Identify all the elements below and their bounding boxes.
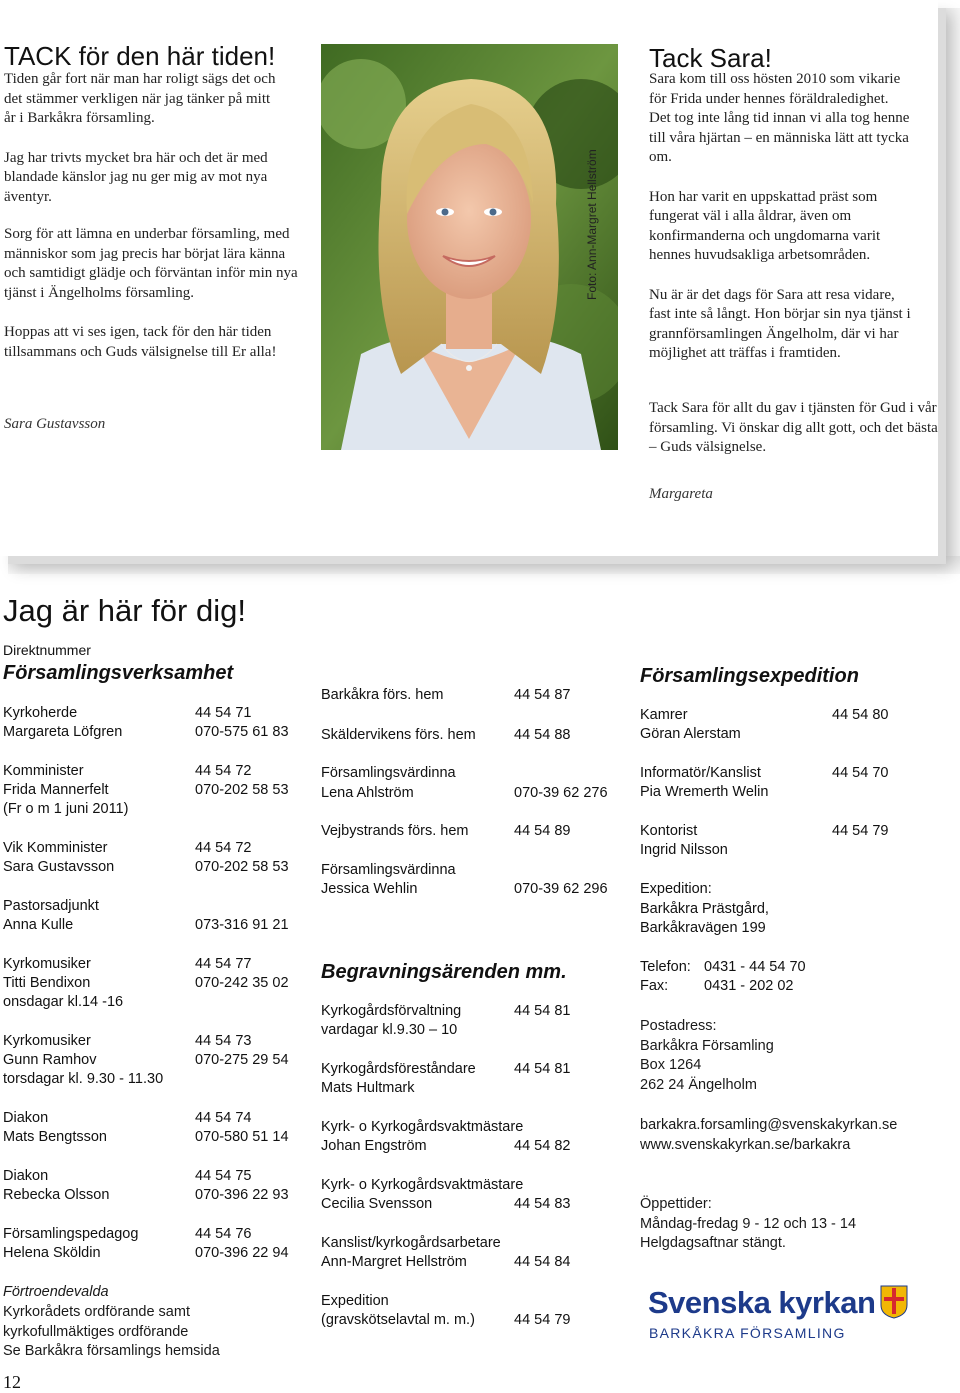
entry-phone: 44 54 77	[195, 956, 252, 972]
entry-label: Helena Sköldin	[3, 1245, 101, 1261]
thanks-paragraph-3: Nu är är det dags för Sara att resa vidare, fast inte så långt. Hon börjar sin nya tjänst i grannförsamlingen Ängelholm, där vi har möjlighet att träffas i framtiden.	[649, 286, 911, 361]
entry-phone: 070-202 58 53	[195, 859, 289, 875]
entry-phone: 44 54 84	[514, 1254, 571, 1270]
svenska-kyrkan-logo	[648, 1285, 918, 1345]
entry-label: torsdagar kl. 9.30 - 11.30	[3, 1071, 164, 1087]
entry-label: Kyrkomusiker	[3, 1033, 91, 1049]
page-number: 12	[3, 1372, 21, 1392]
entry-phone: 44 54 79	[514, 1312, 571, 1328]
entry-label: Pia Wremerth Welin	[640, 784, 769, 800]
hours-line: Helgdagsaftnar stängt.	[640, 1235, 786, 1251]
entry-label: Komminister	[3, 763, 84, 779]
entry-phone: 44 54 87	[514, 687, 571, 703]
entry-label: Barkåkra förs. hem	[321, 687, 444, 703]
entry-label: Diakon	[3, 1168, 49, 1184]
logo-subtitle: BARKÅKRA FÖRSAMLING	[649, 1325, 846, 1341]
postal-line: 262 24 Ängelholm	[640, 1076, 757, 1093]
entry-label: Frida Mannerfelt	[3, 782, 109, 798]
entry-label: Margareta Löfgren	[3, 724, 123, 740]
website-link[interactable]: www.svenskakyrkan.se/barkakra	[640, 1136, 851, 1153]
entry-label: Sara Gustavsson	[3, 859, 115, 875]
entry-label: Kyrk- o Kyrkogårdsvaktmästare	[321, 1119, 524, 1135]
entry-phone: 44 54 82	[514, 1138, 571, 1154]
entry-phone: 44 54 81	[514, 1061, 571, 1077]
entry-label: Mats Hultmark	[321, 1080, 415, 1096]
entry-label: (gravskötselavtal m. m.)	[321, 1312, 475, 1328]
entry-phone: 070-39 62 296	[514, 881, 608, 897]
entry-phone: 44 54 72	[195, 763, 252, 779]
portrait-photo	[321, 44, 618, 450]
box-shadow	[8, 556, 960, 574]
farewell-signature: Sara Gustavsson	[4, 416, 106, 432]
thanks-paragraph-4: Tack Sara för allt du gav i tjänsten för Gud i vår församling. Vi önskar dig allt gott, och det bästa – Guds välsignelse.	[649, 400, 938, 455]
entry-phone: 070-242 35 02	[195, 975, 289, 991]
postal-line: Postadress:	[640, 1018, 717, 1034]
entry-label: Kontorist	[640, 823, 698, 839]
section-title-office: Församlingsexpedition	[640, 665, 859, 687]
box-shadow	[938, 8, 960, 564]
entry-phone: 070-575 61 83	[195, 724, 289, 740]
entry-phone: 44 54 79	[832, 823, 889, 839]
thanks-closing	[649, 399, 939, 458]
thanks-paragraph-1: Sara kom till oss hösten 2010 som vikarie för Frida under hennes föräldraledighet. Det tog inte lång tid innan vi alla tog henne till våra hjärtan – en människa lätt att tycka om.	[649, 71, 910, 165]
entry-phone: 44 54 88	[514, 727, 571, 743]
entry-label: Skäldervikens förs. hem	[321, 727, 476, 743]
entry-label: Cecilia Svensson	[321, 1196, 433, 1212]
farewell-paragraph-3: Sorg för att lämna en underbar församling, med människor som jag precis har börjat lära känna och samtidigt glädje och förväntan inför min nya tjänst i Ängelholms församling.	[4, 226, 298, 301]
entry-phone: 44 54 71	[195, 705, 252, 721]
postal-address	[640, 1017, 774, 1095]
entry-phone: 44 54 81	[514, 1003, 571, 1019]
entry-phone: 44 54 74	[195, 1110, 252, 1126]
entry-label: Kyrk- o Kyrkogårdsvaktmästare	[321, 1177, 524, 1193]
entry-label: Johan Engström	[321, 1138, 427, 1154]
farewell-paragraph-2: Jag har trivts mycket bra här och det är med blandade känslor jag nu ger mig av mot nya äventyr.	[4, 149, 268, 205]
entry-label: Kyrkogårdsförvaltning	[321, 1003, 462, 1019]
entry-label: vardagar kl.9.30 – 10	[321, 1022, 458, 1038]
entry-label: Vik Komminister	[3, 840, 108, 856]
entry-label: Församlingspedagog	[3, 1226, 139, 1242]
entry-label: onsdagar kl.14 -16	[3, 994, 124, 1010]
logo-wordmark: Svenska kyrkan	[648, 1285, 876, 1320]
entry-label: Vejbystrands förs. hem	[321, 823, 469, 839]
trust-line: Se Barkåkra församlings hemsida	[3, 1343, 220, 1359]
entry-label: Kyrkogårdsföreståndare	[321, 1061, 476, 1077]
crest-icon	[880, 1285, 908, 1319]
entry-label: Barkåkra Prästgård,	[640, 901, 769, 917]
entry-label: Diakon	[3, 1110, 49, 1126]
entry-label: Kyrkoherde	[3, 705, 78, 721]
entry-label: Lena Ahlström	[321, 785, 414, 801]
entry-phone: 44 54 80	[832, 707, 889, 723]
trust-title: Förtroendevalda	[3, 1284, 109, 1300]
entry-phone: 0431 - 44 54 70	[704, 959, 806, 975]
entry-label: Jessica Wehlin	[321, 881, 418, 897]
trust-line: kyrkofullmäktiges ordförande	[3, 1323, 189, 1340]
entry-phone: 073-316 91 21	[195, 917, 289, 933]
farewell-text-2	[4, 225, 304, 362]
directory-title: Jag är här för dig!	[3, 593, 246, 628]
farewell-title: TACK för den här tiden!	[4, 41, 276, 71]
entry-phone: 070-202 58 53	[195, 782, 289, 798]
postal-line: Box 1264	[640, 1057, 702, 1073]
entry-phone: 44 54 89	[514, 823, 571, 839]
entry-label: Anna Kulle	[3, 917, 74, 933]
entry-label: Pastorsadjunkt	[3, 898, 99, 914]
farewell-box	[0, 0, 938, 556]
opening-hours	[640, 1195, 856, 1254]
photo-credit: Foto: Ann-Margret Hellström	[585, 149, 599, 300]
entry-label: Titti Bendixon	[3, 975, 91, 991]
entry-label: Expedition	[321, 1293, 389, 1309]
entry-label: Kamrer	[640, 707, 688, 723]
trust-line: Kyrkorådets ordförande samt	[3, 1304, 190, 1320]
entry-phone: 070-275 29 54	[195, 1052, 289, 1068]
entry-label: Rebecka Olsson	[3, 1187, 110, 1203]
thanks-signature: Margareta	[649, 486, 713, 502]
entry-phone: 070-39 62 276	[514, 785, 608, 801]
entry-label: Telefon:	[640, 959, 691, 975]
entry-label: Ingrid Nilsson	[640, 842, 728, 858]
entry-label: Fax:	[640, 978, 669, 994]
entry-label: Göran Alerstam	[640, 726, 741, 742]
entry-label: Gunn Ramhov	[3, 1052, 97, 1068]
hours-line: Öppettider:	[640, 1196, 712, 1212]
email-link[interactable]: barkakra.forsamling@svenskakyrkan.se	[640, 1117, 898, 1133]
hours-line: Måndag-fredag 9 - 12 och 13 - 14	[640, 1215, 857, 1232]
web-contact	[640, 1116, 897, 1155]
postal-line: Barkåkra Församling	[640, 1037, 774, 1054]
thanks-paragraph-2: Hon har varit en uppskattad präst som fungerat väl i alla åldrar, även om konfirmanderna och ungdomarna varit hennes huvudsakliga arbetsområden.	[649, 188, 881, 263]
entry-label: Mats Bengtsson	[3, 1129, 107, 1145]
entry-label: Barkåkravägen 199	[640, 920, 766, 936]
entry-label: Församlingsvärdinna	[321, 765, 456, 781]
entry-phone: 070-396 22 93	[195, 1187, 289, 1203]
directory-subtitle: Direktnummer	[3, 642, 91, 658]
entry-phone: 44 54 72	[195, 840, 252, 856]
entry-phone: 44 54 75	[195, 1168, 252, 1184]
entry-phone: 070-396 22 94	[195, 1245, 289, 1261]
trust-lines	[3, 1303, 220, 1362]
entry-label: (Fr o m 1 juni 2011)	[3, 801, 129, 817]
entry-label: Ann-Margret Hellström	[321, 1254, 467, 1270]
section-title-burial: Begravningsärenden mm.	[321, 961, 567, 983]
entry-label: Kyrkomusiker	[3, 956, 91, 972]
entry-label: Informatör/Kanslist	[640, 765, 761, 781]
farewell-paragraph-4: Hoppas att vi ses igen, tack för den här tiden tillsammans och Guds välsignelse till Er alla!	[4, 324, 277, 360]
entry-label: Församlingsvärdinna	[321, 862, 456, 878]
section-title-parish: Församlingsverksamhet	[3, 662, 234, 684]
thanks-title: Tack Sara!	[649, 43, 772, 73]
farewell-text	[4, 70, 284, 207]
entry-phone: 44 54 76	[195, 1226, 252, 1242]
entry-phone: 0431 - 202 02	[704, 978, 794, 994]
thanks-text	[649, 70, 911, 364]
entry-label: Expedition:	[640, 881, 712, 897]
farewell-paragraph-1: Tiden går fort när man har roligt sägs det och det stämmer verkligen när jag tänker på mitt år i Barkåkra församling.	[4, 71, 276, 126]
entry-phone: 44 54 70	[832, 765, 889, 781]
entry-phone: 070-580 51 14	[195, 1129, 289, 1145]
entry-label: Kanslist/kyrkogårdsarbetare	[321, 1235, 501, 1251]
entry-phone: 44 54 73	[195, 1033, 252, 1049]
entry-phone: 44 54 83	[514, 1196, 571, 1212]
